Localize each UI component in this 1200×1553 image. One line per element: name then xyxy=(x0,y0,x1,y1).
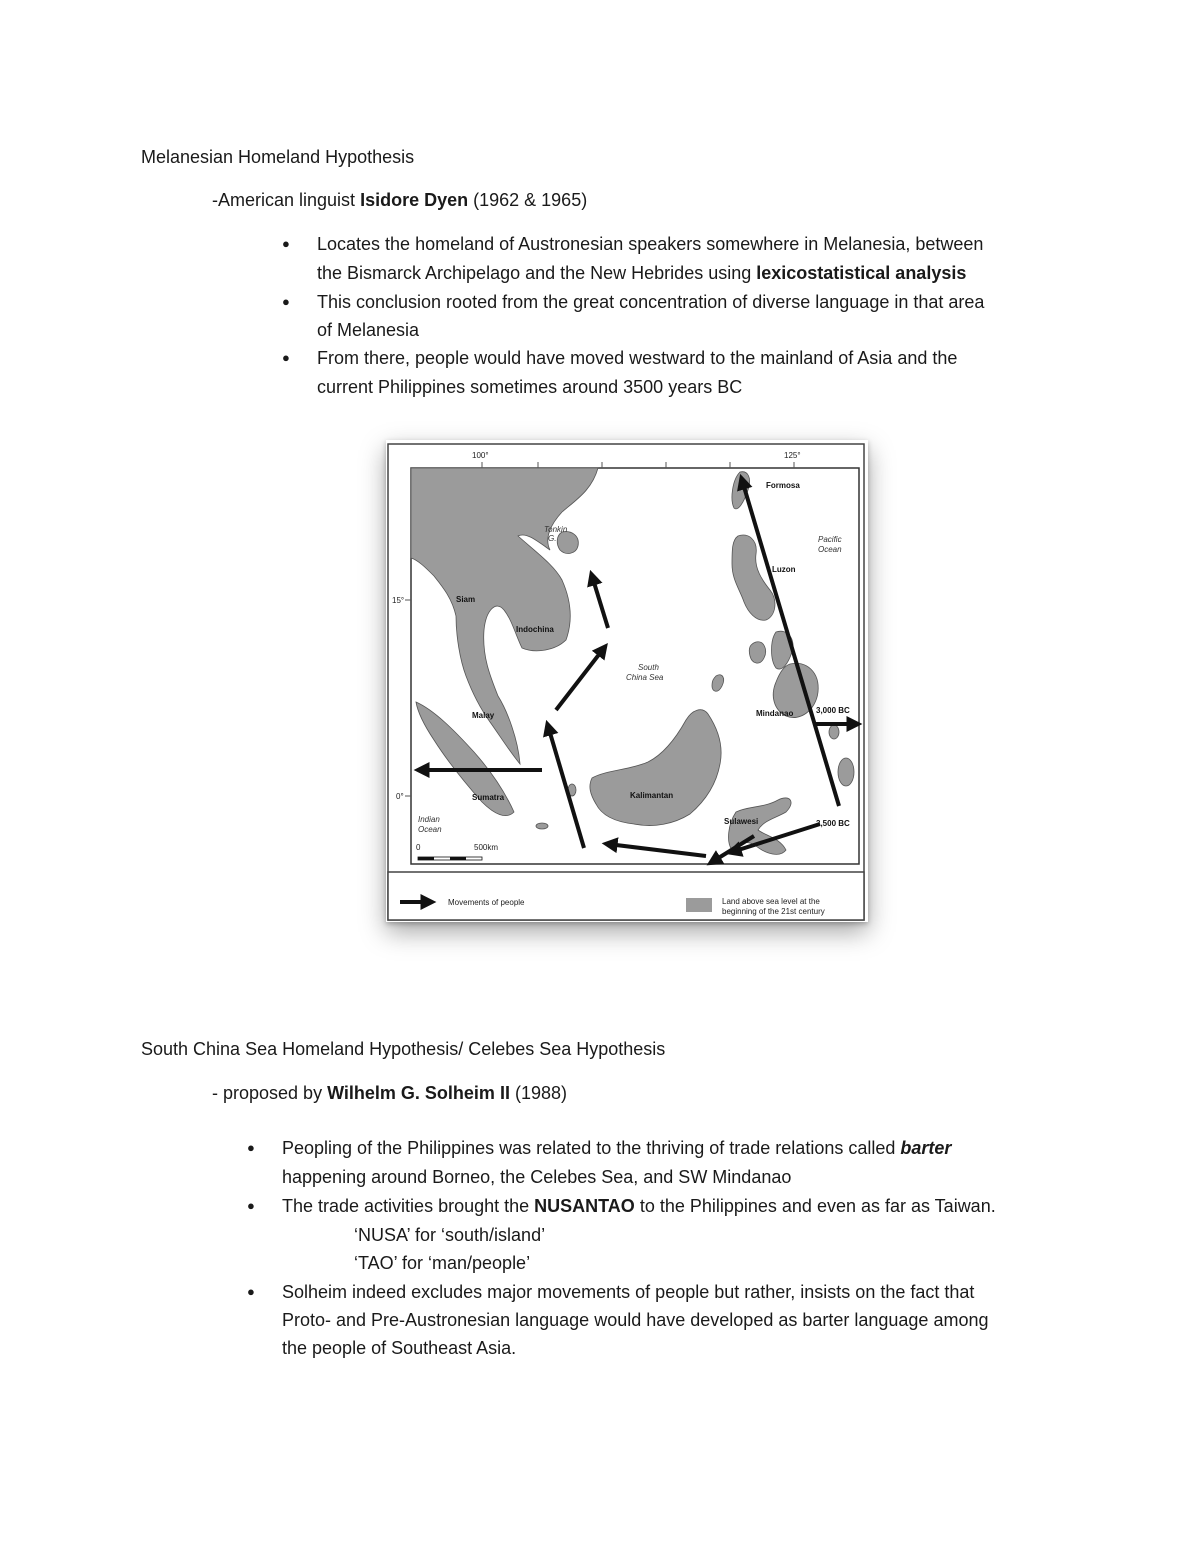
label-malay: Malay xyxy=(472,711,495,720)
label-luzon: Luzon xyxy=(772,565,796,574)
section1-bullet2-line2: of Melanesia xyxy=(317,320,420,340)
section2-title: South China Sea Homeland Hypothesis/ Celebes Sea Hypothesis xyxy=(141,1039,666,1059)
bullet-dot: ● xyxy=(282,236,290,251)
section1-title: Melanesian Homeland Hypothesis xyxy=(141,147,415,167)
label-formosa: Formosa xyxy=(766,481,800,490)
section1-byline: -American linguist Isidore Dyen (1962 & 1965) xyxy=(212,190,588,210)
bullet-dot: ● xyxy=(247,1198,255,1213)
author-name: Wilhelm G. Solheim II xyxy=(327,1083,510,1103)
label-pacific-1: Pacific xyxy=(818,535,842,544)
section1-bullet2-line1: This conclusion rooted from the great concentration of diverse language in that area xyxy=(317,292,985,312)
lat-label-15: 15° xyxy=(392,596,405,605)
section2-bullet1-line1: Peopling of the Philippines was related to the thriving of trade relations called barter xyxy=(282,1138,952,1158)
svg-text:500km: 500km xyxy=(474,843,499,852)
bullet-dot: ● xyxy=(282,294,290,309)
bullet-dot: ● xyxy=(282,350,290,365)
label-date-lower: 3,500 BC xyxy=(816,819,850,828)
migration-map-figure xyxy=(386,440,868,922)
lon-label-right: 125° xyxy=(784,451,801,460)
legend-land-label-2: beginning of the 21st century xyxy=(722,907,825,916)
section2-byline: - proposed by Wilhelm G. Solheim II (1988) xyxy=(212,1083,567,1103)
section2-bullet3-line2: Proto- and Pre-Austronesian language would have developed as barter language among xyxy=(282,1310,989,1330)
author-name: Isidore Dyen xyxy=(360,190,469,210)
legend-land-label-1: Land above sea level at the xyxy=(722,897,820,906)
tao-definition: ‘TAO’ for ‘man/people’ xyxy=(354,1253,531,1273)
section2-bullet3-line3: the people of Southeast Asia. xyxy=(282,1338,517,1358)
svg-text:0: 0 xyxy=(416,843,421,852)
label-indochina: Indochina xyxy=(516,625,554,634)
legend-arrow-label: Movements of people xyxy=(448,898,525,907)
label-sumatra: Sumatra xyxy=(472,793,505,802)
label-pacific-2: Ocean xyxy=(818,545,842,554)
label-date-upper: 3,000 BC xyxy=(816,706,850,715)
lon-label-left: 100° xyxy=(472,451,489,460)
label-indian-1: Indian xyxy=(418,815,440,824)
migration-map xyxy=(386,440,868,922)
label-south-china-1: South xyxy=(638,663,659,672)
label-kalimantan: Kalimantan xyxy=(630,791,674,800)
label-indian-2: Ocean xyxy=(418,825,442,834)
label-sulawesi: Sulawesi xyxy=(724,817,759,826)
bullet-dot: ● xyxy=(247,1140,255,1155)
label-siam: Siam xyxy=(456,595,476,604)
lat-label-0: 0° xyxy=(396,792,404,801)
section1-bullet1-line2: the Bismarck Archipelago and the New Hebrides using lexicostatistical analysis xyxy=(317,263,967,283)
section2-bullet1-line2: happening around Borneo, the Celebes Sea, and SW Mindanao xyxy=(282,1167,792,1187)
section1-bullet1-line1: Locates the homeland of Austronesian speakers somewhere in Melanesia, between xyxy=(317,234,984,254)
section1-bullet3-line2: current Philippines sometimes around 3500 years BC xyxy=(317,377,743,397)
label-south-china-2: China Sea xyxy=(626,673,664,682)
nusa-definition: ‘NUSA’ for ‘south/island’ xyxy=(354,1225,546,1245)
section2-bullet2: The trade activities brought the NUSANTAO to the Philippines and even as far as Taiwan. xyxy=(282,1196,996,1216)
label-mindanao: Mindanao xyxy=(756,709,794,718)
section1-bullet3-line1: From there, people would have moved westward to the mainland of Asia and the xyxy=(317,348,958,368)
label-tonkin-1: Tonkin xyxy=(544,525,568,534)
section2-bullet3-line1: Solheim indeed excludes major movements of people but rather, insists on the fact that xyxy=(282,1282,975,1302)
legend-land-swatch xyxy=(686,898,712,912)
bullet-dot: ● xyxy=(247,1284,255,1299)
label-tonkin-2: G. xyxy=(548,534,557,543)
